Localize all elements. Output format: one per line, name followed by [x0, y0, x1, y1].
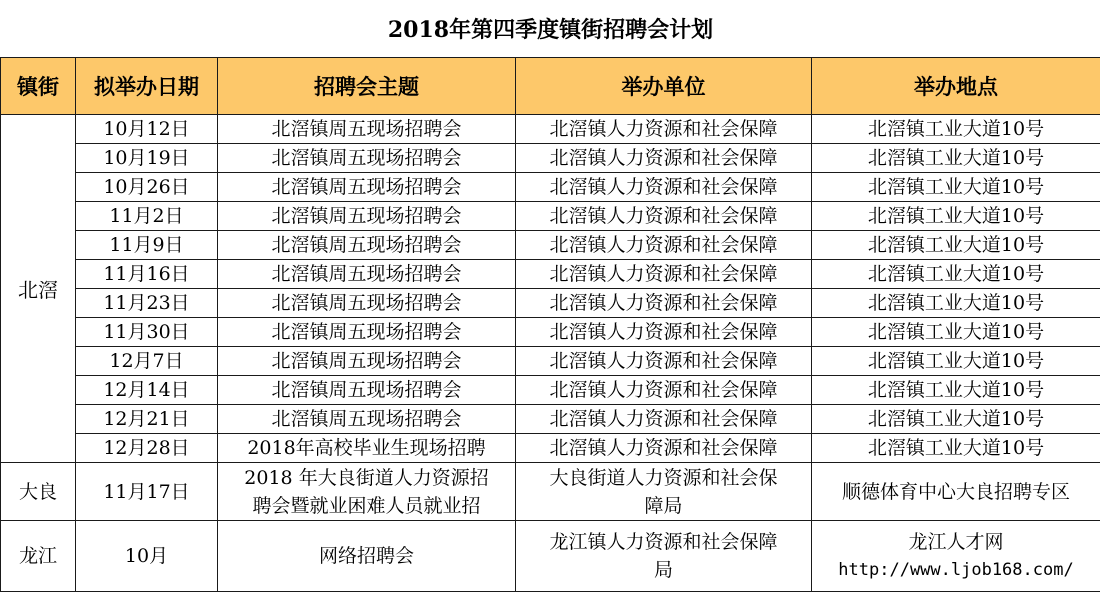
date-cell: 12月21日 [76, 405, 218, 434]
date-cell: 12月14日 [76, 376, 218, 405]
date-cell: 11月23日 [76, 289, 218, 318]
theme-cell: 北滘镇周五现场招聘会 [218, 318, 516, 347]
venue-cell: 北滘镇工业大道10号 [812, 115, 1100, 144]
table-row-longjiang [1, 521, 1100, 592]
organizer-cell: 北滘镇人力资源和社会保障 [516, 202, 812, 231]
venue-cell: 北滘镇工业大道10号 [812, 260, 1100, 289]
table-row-daliang [1, 463, 1100, 521]
theme-cell: 北滘镇周五现场招聘会 [218, 376, 516, 405]
theme-cell: 网络招聘会 [218, 521, 516, 592]
table-row [1, 376, 1100, 405]
organizer-cell: 北滘镇人力资源和社会保障 [516, 347, 812, 376]
table-row [1, 405, 1100, 434]
organizer-line-2: 局 [653, 559, 673, 581]
header-organizer: 举办单位 [516, 58, 812, 115]
venue-cell: 顺德体育中心大良招聘专区 [812, 463, 1100, 521]
table-row [1, 202, 1100, 231]
organizer-cell: 北滘镇人力资源和社会保障 [516, 231, 812, 260]
header-venue: 举办地点 [812, 58, 1100, 115]
date-cell: 12月28日 [76, 434, 218, 463]
theme-cell: 北滘镇周五现场招聘会 [218, 289, 516, 318]
venue-cell: 北滘镇工业大道10号 [812, 144, 1100, 173]
organizer-line-1: 大良街道人力资源和社会保 [549, 466, 778, 489]
date-cell: 10月 [76, 521, 218, 592]
table-row [1, 231, 1100, 260]
venue-cell: 北滘镇工业大道10号 [812, 173, 1100, 202]
header-town: 镇街 [1, 58, 76, 115]
date-cell: 12月7日 [76, 347, 218, 376]
date-cell: 11月30日 [76, 318, 218, 347]
theme-cell: 2018年高校毕业生现场招聘 [218, 434, 516, 463]
organizer-cell: 北滘镇人力资源和社会保障 [516, 289, 812, 318]
title-row [1, 0, 1100, 58]
organizer-cell: 北滘镇人力资源和社会保障 [516, 376, 812, 405]
organizer-cell: 北滘镇人力资源和社会保障 [516, 318, 812, 347]
organizer-cell [516, 521, 812, 592]
theme-cell: 北滘镇周五现场招聘会 [218, 173, 516, 202]
organizer-cell: 北滘镇人力资源和社会保障 [516, 115, 812, 144]
venue-cell: 北滘镇工业大道10号 [812, 434, 1100, 463]
table-row [1, 115, 1100, 144]
venue-cell: 北滘镇工业大道10号 [812, 376, 1100, 405]
organizer-cell: 北滘镇人力资源和社会保障 [516, 260, 812, 289]
date-cell: 11月2日 [76, 202, 218, 231]
theme-cell: 北滘镇周五现场招聘会 [218, 347, 516, 376]
town-cell-daliang: 大良 [1, 463, 76, 521]
table-row [1, 144, 1100, 173]
table-row [1, 289, 1100, 318]
theme-cell: 北滘镇周五现场招聘会 [218, 144, 516, 173]
table-row [1, 434, 1100, 463]
town-cell-longjiang: 龙江 [1, 521, 76, 592]
table-row [1, 318, 1100, 347]
date-cell: 10月19日 [76, 144, 218, 173]
venue-url-link[interactable]: http://www.ljob168.com/ [838, 560, 1074, 580]
venue-cell: 北滘镇工业大道10号 [812, 231, 1100, 260]
venue-cell: 北滘镇工业大道10号 [812, 405, 1100, 434]
header-row [1, 58, 1100, 115]
header-date: 拟举办日期 [76, 58, 218, 115]
header-theme: 招聘会主题 [218, 58, 516, 115]
organizer-line-2: 障局 [644, 494, 683, 517]
date-cell: 10月26日 [76, 173, 218, 202]
theme-line-1: 2018 年大良街道人力资源招 [244, 466, 489, 489]
organizer-line-1: 龙江镇人力资源和社会保障 [549, 531, 778, 553]
organizer-cell: 北滘镇人力资源和社会保障 [516, 405, 812, 434]
table-row [1, 347, 1100, 376]
date-cell: 11月17日 [76, 463, 218, 521]
venue-cell [812, 521, 1100, 592]
organizer-cell [516, 463, 812, 521]
date-cell: 11月9日 [76, 231, 218, 260]
venue-cell: 北滘镇工业大道10号 [812, 318, 1100, 347]
venue-cell: 北滘镇工业大道10号 [812, 202, 1100, 231]
organizer-cell: 北滘镇人力资源和社会保障 [516, 434, 812, 463]
date-cell: 10月12日 [76, 115, 218, 144]
venue-line-1: 龙江人才网 [908, 531, 1004, 553]
organizer-cell: 北滘镇人力资源和社会保障 [516, 173, 812, 202]
date-cell: 11月16日 [76, 260, 218, 289]
table-row [1, 260, 1100, 289]
table-row [1, 173, 1100, 202]
theme-line-2: 聘会暨就业困难人员就业招 [252, 494, 481, 517]
theme-cell: 北滘镇周五现场招聘会 [218, 260, 516, 289]
theme-cell [218, 463, 516, 521]
theme-cell: 北滘镇周五现场招聘会 [218, 231, 516, 260]
theme-cell: 北滘镇周五现场招聘会 [218, 115, 516, 144]
theme-cell: 北滘镇周五现场招聘会 [218, 202, 516, 231]
venue-cell: 北滘镇工业大道10号 [812, 347, 1100, 376]
organizer-cell: 北滘镇人力资源和社会保障 [516, 144, 812, 173]
theme-cell: 北滘镇周五现场招聘会 [218, 405, 516, 434]
table-title: 2018年第四季度镇街招聘会计划 [1, 0, 1100, 58]
venue-cell: 北滘镇工业大道10号 [812, 289, 1100, 318]
town-cell-beijiao: 北滘 [1, 115, 76, 463]
